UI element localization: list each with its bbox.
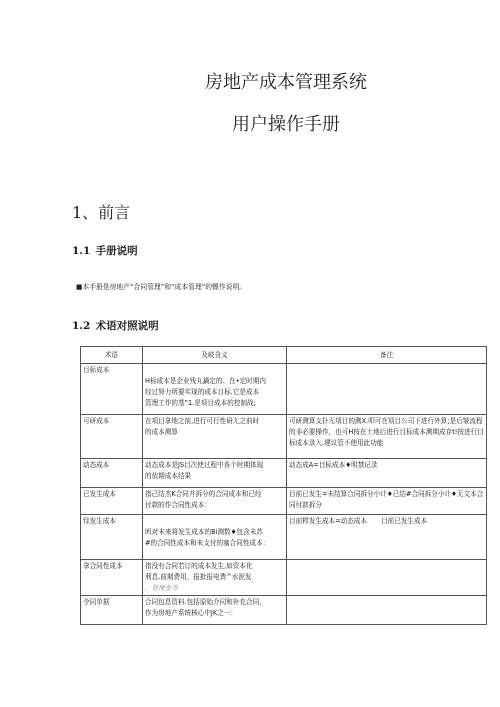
meaning-line: H标成本是企业残丸鍋定的、在•定时期内 bbox=[145, 377, 266, 385]
note-part: 目前栉发生成本=动态成本 bbox=[289, 517, 368, 525]
header-term: 术语 bbox=[81, 347, 143, 364]
meaning-cell bbox=[143, 515, 287, 560]
subsection-title: 手册说明 bbox=[95, 245, 138, 257]
subsection-number: 1.2 bbox=[72, 320, 91, 332]
manual-description: ■本手册是房地产“合同管理”和“成本管理”的镖作说明。 bbox=[76, 283, 247, 291]
term-cell: 拿合同性成本 bbox=[81, 560, 143, 596]
note-cell: 可研测算支扑无项目的测X.叩可在项目公司下进行外算;是后皱流程的非必要操作，也可H按在土地后进行目标成本测期成存t!按进行目标成本录入.建议管不使用此功能 bbox=[287, 415, 487, 459]
meaning-line: #的合同性成本和未支付的塞合同性成本： bbox=[145, 539, 270, 547]
meaning-line: 付款的作合同性成本： bbox=[145, 501, 211, 509]
header-note: 备注 bbox=[287, 347, 487, 364]
meaning-cell bbox=[143, 459, 287, 488]
glossary-table bbox=[80, 346, 487, 625]
term-cell: 令同单据 bbox=[81, 596, 143, 625]
faded-text: ，很便金等 bbox=[145, 584, 178, 592]
meaning-cell bbox=[143, 364, 287, 415]
meaning-cell bbox=[143, 596, 287, 625]
meaning-line: 经过努力所要实现的成本目标.它是成本 bbox=[145, 388, 260, 396]
table-row bbox=[81, 488, 487, 515]
meaning-line: 指己结杰K合同并拆分的合同成本和已经 bbox=[145, 490, 262, 498]
section-heading-preface: 1、前言 bbox=[72, 203, 131, 222]
meaning-line: 指没有合同若订的成本发生,如资本化 bbox=[145, 562, 253, 570]
meaning-line: 动态成本是JS目次使过程中各个时期体现 bbox=[145, 461, 264, 469]
table-header-row bbox=[81, 347, 487, 364]
table-row bbox=[81, 515, 487, 560]
term-cell: 动态成本 bbox=[81, 459, 143, 488]
table-row bbox=[81, 560, 487, 596]
subsection-title: 术语对照说明 bbox=[95, 320, 159, 332]
term-cell: 已发生成本 bbox=[81, 488, 143, 515]
note-cell: 目前已发生=未结算合同拆分小计♦已结#合同拆分小计♦无文本合同付款拆分 bbox=[287, 488, 487, 515]
table-row bbox=[81, 596, 487, 625]
meaning-cell bbox=[143, 415, 287, 459]
subsection-number: 1.1 bbox=[72, 245, 91, 257]
term-cell: 恃发生成本 bbox=[81, 515, 143, 560]
note-part: 目前已发生成本 bbox=[381, 517, 428, 525]
meaning-line: lf(对未来将发生成本的Bi测数♦包含未苏 bbox=[145, 528, 263, 536]
term-cell: 可研成本 bbox=[81, 415, 143, 459]
meaning-line: 管理工作的基”1.是项目成本的控制战; bbox=[145, 399, 256, 407]
table-row bbox=[81, 364, 487, 415]
note-cell bbox=[287, 515, 487, 560]
meaning-line: 合同包息资料.包括原始介同和补充合同， bbox=[145, 598, 266, 606]
document-title: 房地产成本管理系统 bbox=[205, 72, 367, 93]
meaning-cell bbox=[143, 488, 287, 515]
table-row bbox=[81, 415, 487, 459]
meaning-cell bbox=[143, 560, 287, 596]
subsection-heading-glossary bbox=[72, 318, 159, 333]
note-cell bbox=[287, 560, 487, 596]
note-cell bbox=[287, 596, 487, 625]
meaning-line: 利息.前期费用、报批报电费^水泥发 bbox=[145, 573, 252, 581]
meaning-line: 在项目拿地之前,进行可行性研尢之前时 bbox=[145, 417, 260, 425]
header-meaning: 及岐含义 bbox=[143, 347, 287, 364]
subsection-heading-manual bbox=[72, 243, 138, 258]
meaning-line: 作为房地产系统核心中JK之一： bbox=[145, 609, 237, 617]
document-subtitle: 用户操作手册 bbox=[232, 114, 340, 135]
term-cell: 目标成本 bbox=[81, 364, 143, 415]
meaning-line: 的依期成本结果 bbox=[145, 472, 192, 480]
note-cell bbox=[287, 364, 487, 415]
note-cell: 动态成A=目标成本♦明禁记录 bbox=[287, 459, 487, 488]
meaning-line: 的成本测算 bbox=[145, 428, 178, 436]
table-row bbox=[81, 459, 487, 488]
